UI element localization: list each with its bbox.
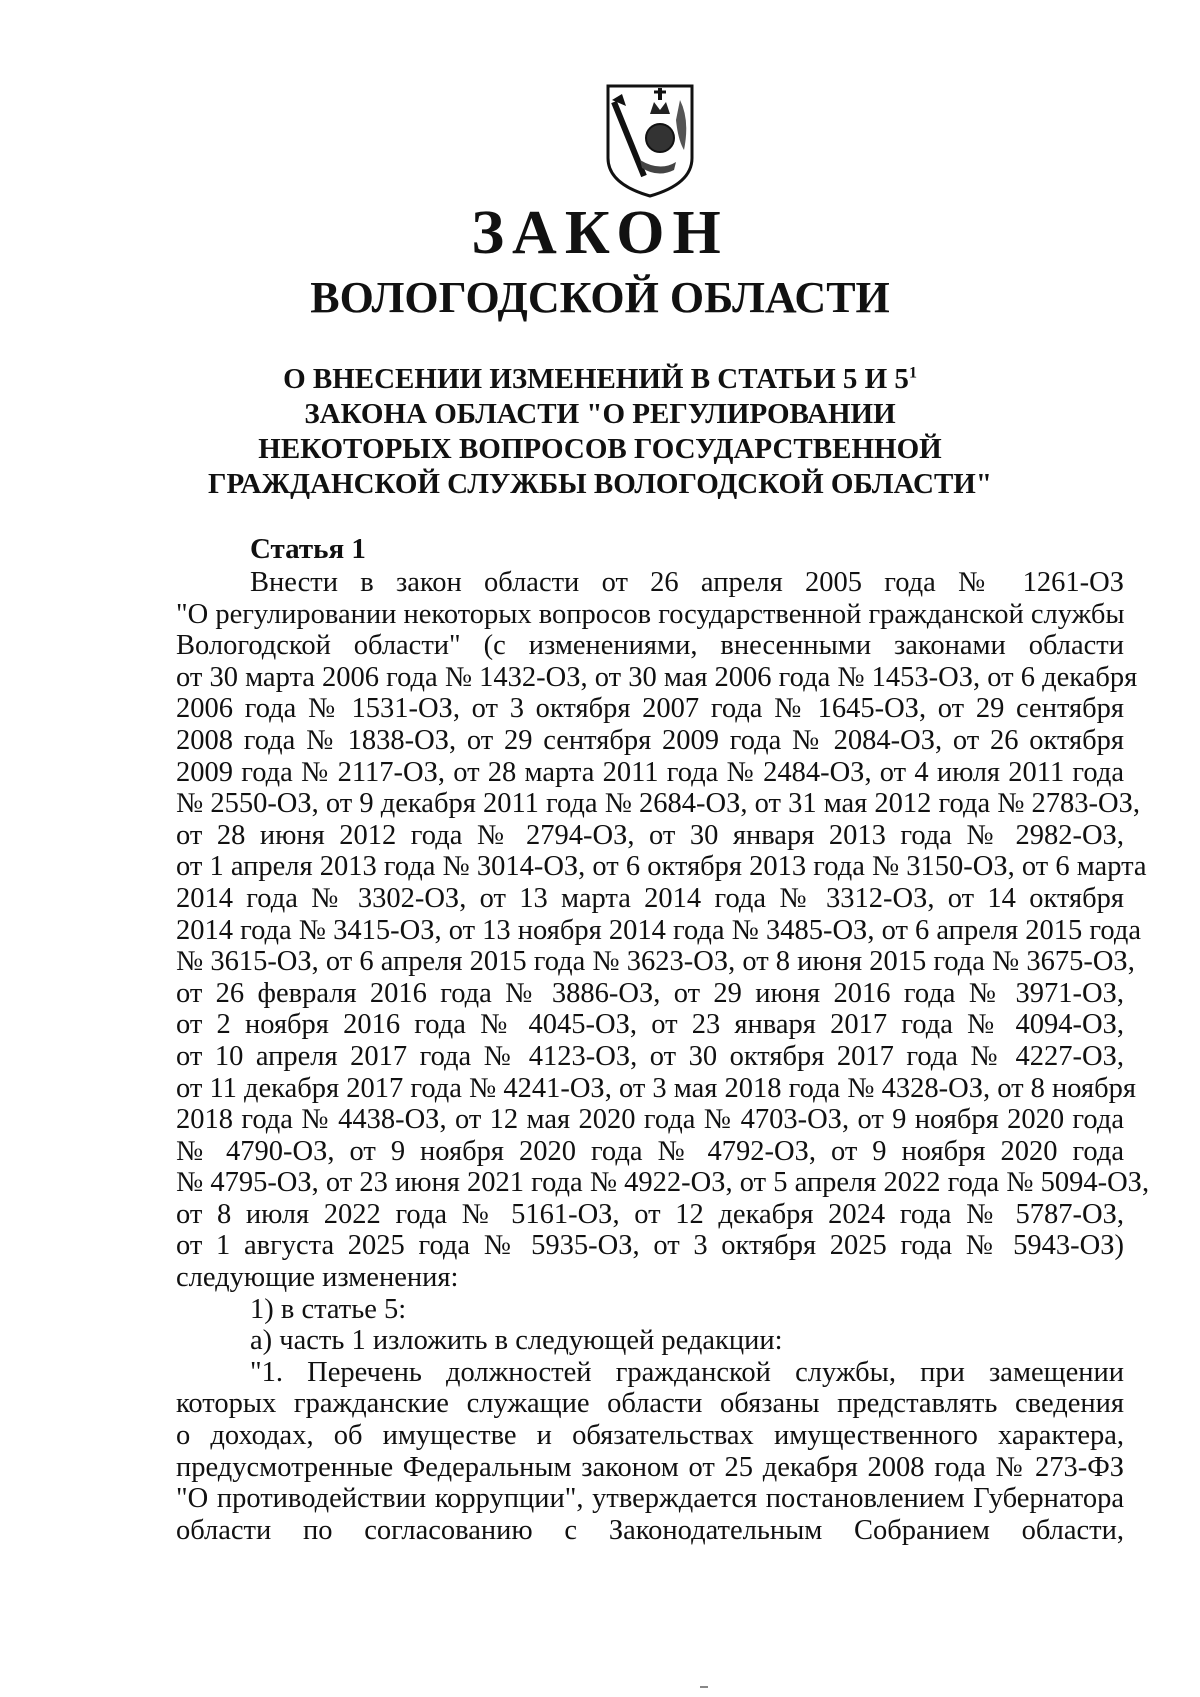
coat-of-arms-icon [600,80,700,200]
body-line: № 4790-ОЗ, от 9 ноября 2020 года № 4792-ОЗ, от 9 ноября 2020 года [176,1135,1124,1167]
body-line: предусмотренные Федеральным законом от 25 декабря 2008 года № 273-ФЗ [176,1451,1124,1483]
body-line: Внести в закон области от 26 апреля 2005 года № 1261-ОЗ [250,567,1124,598]
subject-line: О ВНЕСЕНИИ ИЗМЕНЕНИЙ В СТАТЬИ 5 И $5^1$ [283,363,917,395]
body-line: 1) в статье 5: [250,1293,407,1325]
body-line: от 11 декабря 2017 года № 4241-ОЗ, от 3 мая 2018 года № 4328-ОЗ, от 8 ноября [176,1072,1136,1104]
body-line: 2018 года № 4438-ОЗ, от 12 мая 2020 года № 4703-ОЗ, от 9 ноября 2020 года [176,1104,1124,1136]
body-line: № 3615-ОЗ, от 6 апреля 2015 года № 3623-ОЗ, от 8 июня 2015 года № 3675-ОЗ, [176,946,1135,978]
region-title: ВОЛОГОДСКОЙ ОБЛАСТИ [310,273,890,322]
body-line: следующие изменения: [176,1262,459,1294]
body-line: 2014 года № 3302-ОЗ, от 13 марта 2014 года № 3312-ОЗ, от 14 октября [176,882,1124,914]
body-line: Вологодской области" (с изменениями, внесенными законами области [176,630,1124,662]
article-superscript: 1 [908,364,917,382]
body-line: от 26 февраля 2016 года № 3886-ОЗ, от 29 июня 2016 года № 3971-ОЗ, [176,977,1124,1009]
body-line: 2006 года № 1531-ОЗ, от 3 октября 2007 года № 1645-ОЗ, от 29 сентября [176,693,1124,725]
body-line: 2008 года № 1838-ОЗ, от 29 сентября 2009 года № 2084-ОЗ, от 26 октября [176,724,1124,756]
body-line: о доходах, об имуществе и обязательствах имущественного характера, [176,1420,1124,1452]
subject-line: ЗАКОНА ОБЛАСТИ "О РЕГУЛИРОВАНИИ [304,398,896,430]
body-line: № 2550-ОЗ, от 9 декабря 2011 года № 2684-ОЗ, от 31 мая 2012 года № 2783-ОЗ, [176,788,1141,820]
body-line: "1. Перечень должностей гражданской службы, при замещении [250,1356,1124,1388]
body-line: области по согласованию с Законодательным Собранием области, [176,1514,1124,1546]
body-line: 2014 года № 3415-ОЗ, от 13 ноября 2014 года № 3485-ОЗ, от 6 апреля 2015 года [176,914,1141,946]
body-line: от 8 июля 2022 года № 5161-ОЗ, от 12 декабря 2024 года № 5787-ОЗ, [176,1198,1124,1230]
subject-line: ГРАЖДАНСКОЙ СЛУЖБЫ ВОЛОГОДСКОЙ ОБЛАСТИ" [208,468,992,500]
article-body [176,567,1150,1546]
body-line: от 2 ноября 2016 года № 4045-ОЗ, от 23 января 2017 года № 4094-ОЗ, [176,1009,1124,1041]
body-line: от 10 апреля 2017 года № 4123-ОЗ, от 30 октября 2017 года № 4227-ОЗ, [176,1040,1124,1072]
body-line: "О противодействии коррупции", утверждается постановлением Губернатора [176,1483,1124,1515]
body-line: от 28 июня 2012 года № 2794-ОЗ, от 30 января 2013 года № 2982-ОЗ, [176,819,1124,851]
law-title: ЗАКОН [471,199,729,267]
body-line: от 30 марта 2006 года № 1432-ОЗ, от 30 мая 2006 года № 1453-ОЗ, от 6 декабря [176,661,1138,693]
article-heading: Статья 1 [250,533,366,565]
body-line: № 4795-ОЗ, от 23 июня 2021 года № 4922-ОЗ, от 5 апреля 2022 года № 5094-ОЗ, [176,1167,1150,1199]
body-line: которых гражданские служащие области обязаны представлять сведения [176,1388,1124,1420]
body-line: а) часть 1 изложить в следующей редакции: [250,1325,783,1357]
scan-artifact [700,1686,708,1688]
scan-artifact [60,6,90,8]
body-line: от 1 апреля 2013 года № 3014-ОЗ, от 6 октября 2013 года № 3150-ОЗ, от 6 марта [176,851,1147,883]
law-subject-heading [0,362,1200,502]
subject-line: НЕКОТОРЫХ ВОПРОСОВ ГОСУДАРСТВЕННОЙ [258,433,942,465]
body-line: "О регулировании некоторых вопросов государственной гражданской службы [176,598,1125,630]
body-line: от 1 августа 2025 года № 5935-ОЗ, от 3 октября 2025 года № 5943-ОЗ) [176,1230,1124,1262]
body-line: 2009 года № 2117-ОЗ, от 28 марта 2011 года № 2484-ОЗ, от 4 июля 2011 года [176,756,1124,788]
